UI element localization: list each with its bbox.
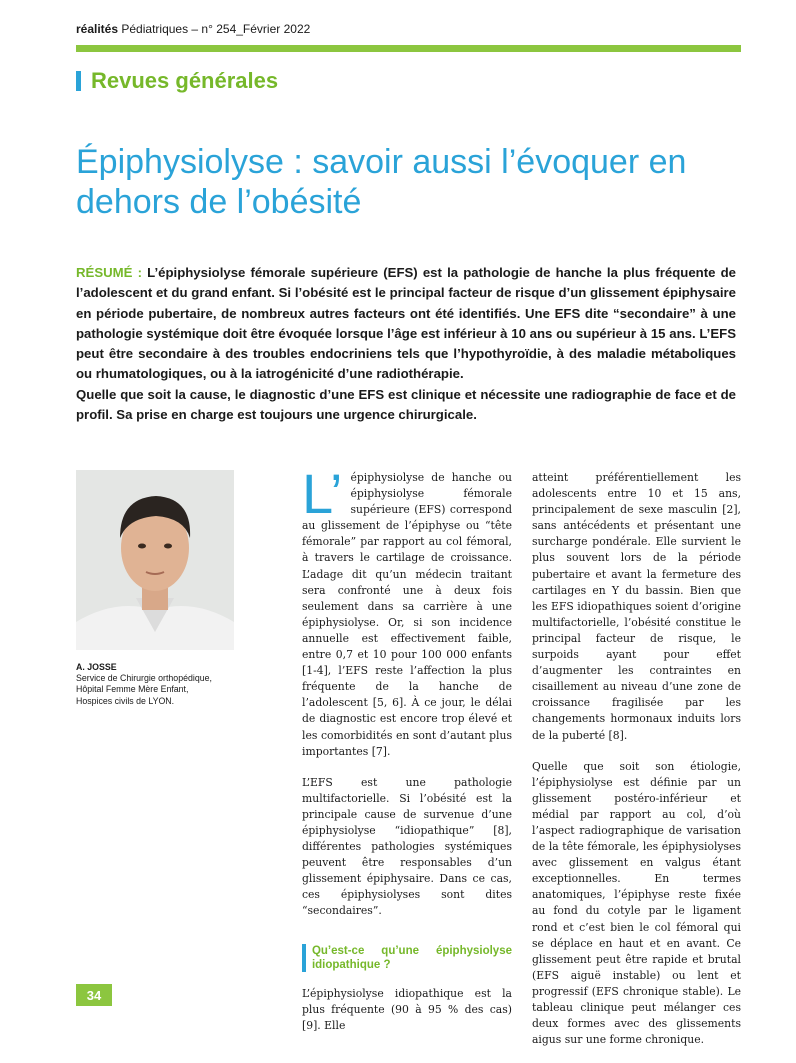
body-paragraph-1: épiphysiolyse de hanche ou épiphysiolyse fémorale supérieure (EFS) correspond au glissement de l’épiphyse ou “tête fémorale” par rapport au col fémoral, à travers le cartilage de croissance. L’adage dit qu’un médecin traitant sera confronté une à deux fois seulement dans sa carrière à une épiphysiolyse. Or, si son incidence annuelle est effectivement faible, entre 0,7 et 10 pour 100 000 enfants [1-4], l’EFS reste l’affection la plus fréquente de la hanche de l’adolescent [5, 6]. À ce jour, le délai de diagnostic est encore trop élevé et les comorbidités en sont d’autant plus importantes [7]. — [302, 471, 512, 758]
page-number: 34 — [76, 984, 112, 1006]
body-paragraph-2: L’EFS est une pathologie multifactorielle. Si l’obésité est la principale cause de survenue d’une épiphysiolyse “idiopathique” [8], différentes pathologies systémiques peuvent être responsables d’un glissement épiphysaire. Dans ce cas, ces épiphysiolyses sont dites “secondaires”. — [302, 775, 512, 918]
subheading — [302, 944, 512, 972]
abstract-text-2: Quelle que soit la cause, le diagnostic d’une EFS est clinique et nécessite une radiographie de face et de profil. Sa prise en charge est toujours une urgence chirurgicale. — [76, 386, 736, 423]
body-column-2 — [532, 470, 741, 1063]
subheading-text: Qu’est-ce qu’une épiphysiolyse idiopathique ? — [311, 944, 512, 971]
body-paragraph-3: L’épiphysiolyse idiopathique est la plus fréquente (90 à 95 % des cas) [9]. Elle — [302, 986, 512, 1032]
abstract-keyword: RÉSUMÉ : — [76, 265, 142, 280]
author-block — [76, 662, 212, 707]
section-heading — [76, 68, 278, 94]
body-column-1 — [302, 462, 512, 1049]
running-head — [76, 22, 310, 36]
top-rule — [76, 45, 741, 52]
journal-name: réalités — [76, 22, 119, 36]
body-paragraph-5: Quelle que soit son étiologie, l’épiphysiolyse est définie par un glissement postéro-inférieur et médial par rapport au col, d’où l’aspect radiographique de varisation de la tête fémorale, les épiphysiolyses avec glissement en valgus étant exceptionnelles. En termes anatomiques, l’épiphyse reste fixée au fond du cotyle par le ligament rond et c’est bien le col fémoral qui se déplace en haut et en avant. Ce glissement peut être rapide et brutal (EFS aiguë instable) ou lent et progressif (EFS chronique stable). Le tableau clinique peut mélanger ces deux formes avec des glissements aigus sur une forme chronique. — [532, 759, 741, 1047]
author-affiliation-3: Hospices civils de LYON. — [76, 695, 175, 706]
author-affiliation-2: Hôpital Femme Mère Enfant, — [76, 684, 189, 695]
section-bar — [76, 71, 81, 91]
issue-info: Pédiatriques – n° 254_Février 2022 — [121, 22, 311, 36]
section-label: Revues générales — [91, 68, 279, 93]
drop-cap: L’ — [302, 462, 343, 525]
subheading-bar — [302, 944, 306, 972]
abstract — [76, 263, 736, 425]
author-name: A. JOSSE — [76, 662, 117, 672]
abstract-text: L’épiphysiolyse fémorale supérieure (EFS) est la pathologie de hanche la plus fréquente de l’adolescent et du grand enfant. Si l’obésité est le principal facteur de risque d’un glissement épiphysaire en période pubertaire, de nombreux autres facteurs ont été identifiés. Une EFS dite “secondaire” à une pathologie systémique doit être évoquée lorsque l’âge est inférieur à 10 ans ou supérieur à 15 ans. L’EFS peut être secondaire à des troubles endocriniens tels que l’hypothyroïdie, à des maladie métaboliques ou rhumatologiques, ou à la iatrogénicité d’une radiothérapie. — [76, 265, 737, 382]
article-title: Épiphysiolyse : savoir aussi l’évoquer en dehors de l’obésité — [76, 143, 687, 221]
body-paragraph-4: atteint préférentiellement les adolescents entre 10 et 15 ans, principalement de sexe masculin [2], sans antécédents et présentant une surcharge pondérale. Elle survient le plus souvent lors de la période pubertaire et avant la fermeture des cartilages en Y du bassin. Bien que les EFS idiopathiques soient d’origine multifactorielle, l’obésité constitue le principal facteur de risque, le surpoids ayant pour effet d’augmenter les contraintes en cisaillement au niveau d’une zone de croissance fragilisée par les changements hormonaux induits lors de la puberté [8]. — [532, 471, 741, 742]
author-photo — [76, 470, 234, 650]
author-affiliation-1: Service de Chirurgie orthopédique, — [76, 673, 212, 684]
